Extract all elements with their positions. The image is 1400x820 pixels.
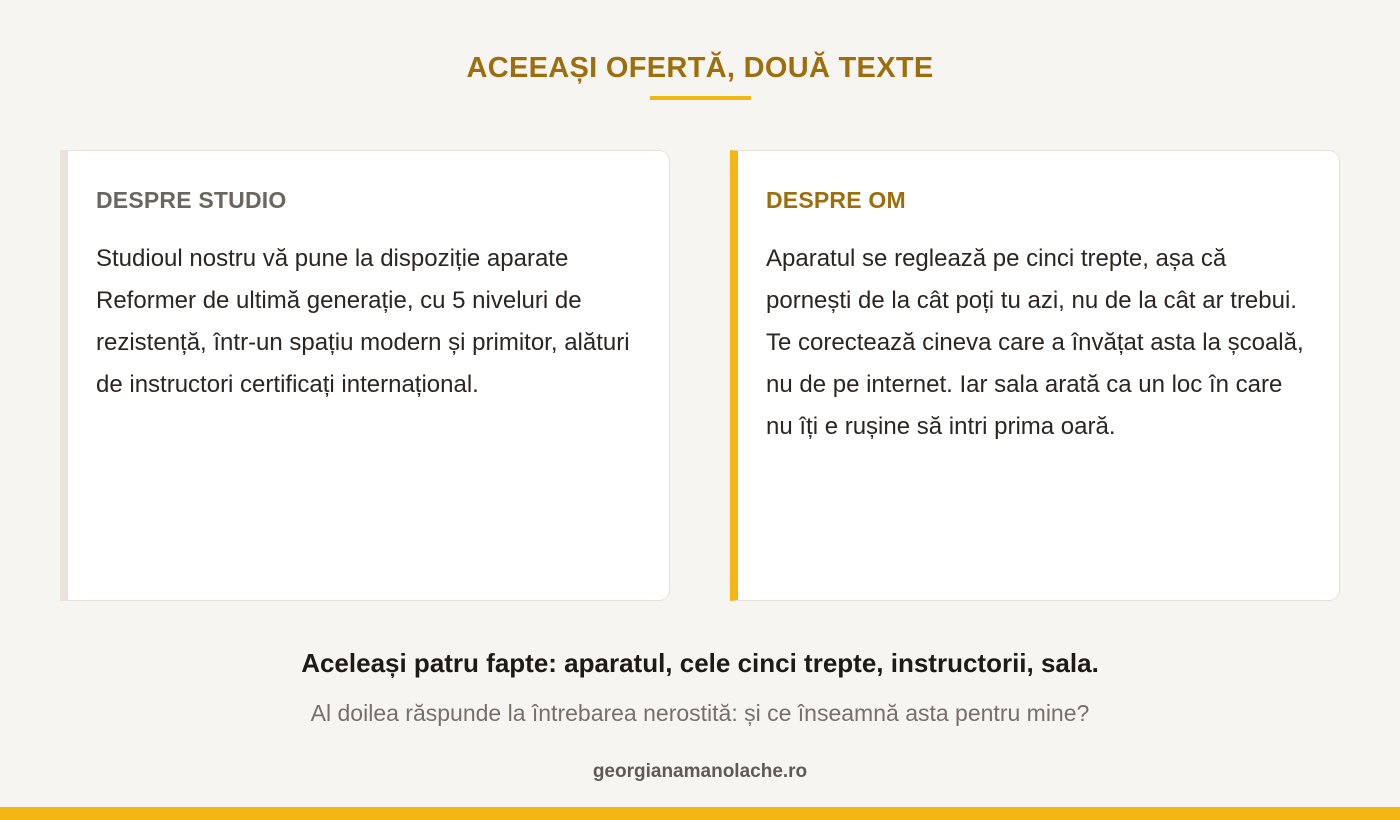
bottom-accent-bar	[0, 807, 1400, 820]
person-card	[730, 150, 1340, 601]
person-card-text: Aparatul se reglează pe cinci trepte, așa că pornești de la cât poți tu azi, nu de la cât ar trebui. Te corectează cineva care a învățat asta la școală, nu de pe internet. Iar sala arată ca un loc în care nu îți e rușine să intri prima oară.	[766, 245, 1304, 440]
studio-card	[60, 150, 670, 601]
page-title: ACEEAȘI OFERTĂ, DOUĂ TEXTE	[466, 52, 934, 84]
summary-statement: Aceleași patru fapte: aparatul, cele cinci trepte, instructorii, sala.	[301, 648, 1099, 678]
studio-card-text: Studioul nostru vă pune la dispoziție aparate Reformer de ultimă generație, cu 5 niveluri de rezistență, într-un spațiu modern și primitor, alături de instructori certificați internațional.	[96, 245, 630, 398]
website-footer: georgianamanolache.ro	[592, 761, 808, 782]
summary-subtitle: Al doilea răspunde la întrebarea nerostită: și ce înseamnă asta pentru mine?	[310, 700, 1090, 726]
person-card-heading: DESPRE OM	[766, 187, 906, 213]
title-underline	[650, 96, 751, 100]
studio-card-heading: DESPRE STUDIO	[96, 187, 287, 213]
